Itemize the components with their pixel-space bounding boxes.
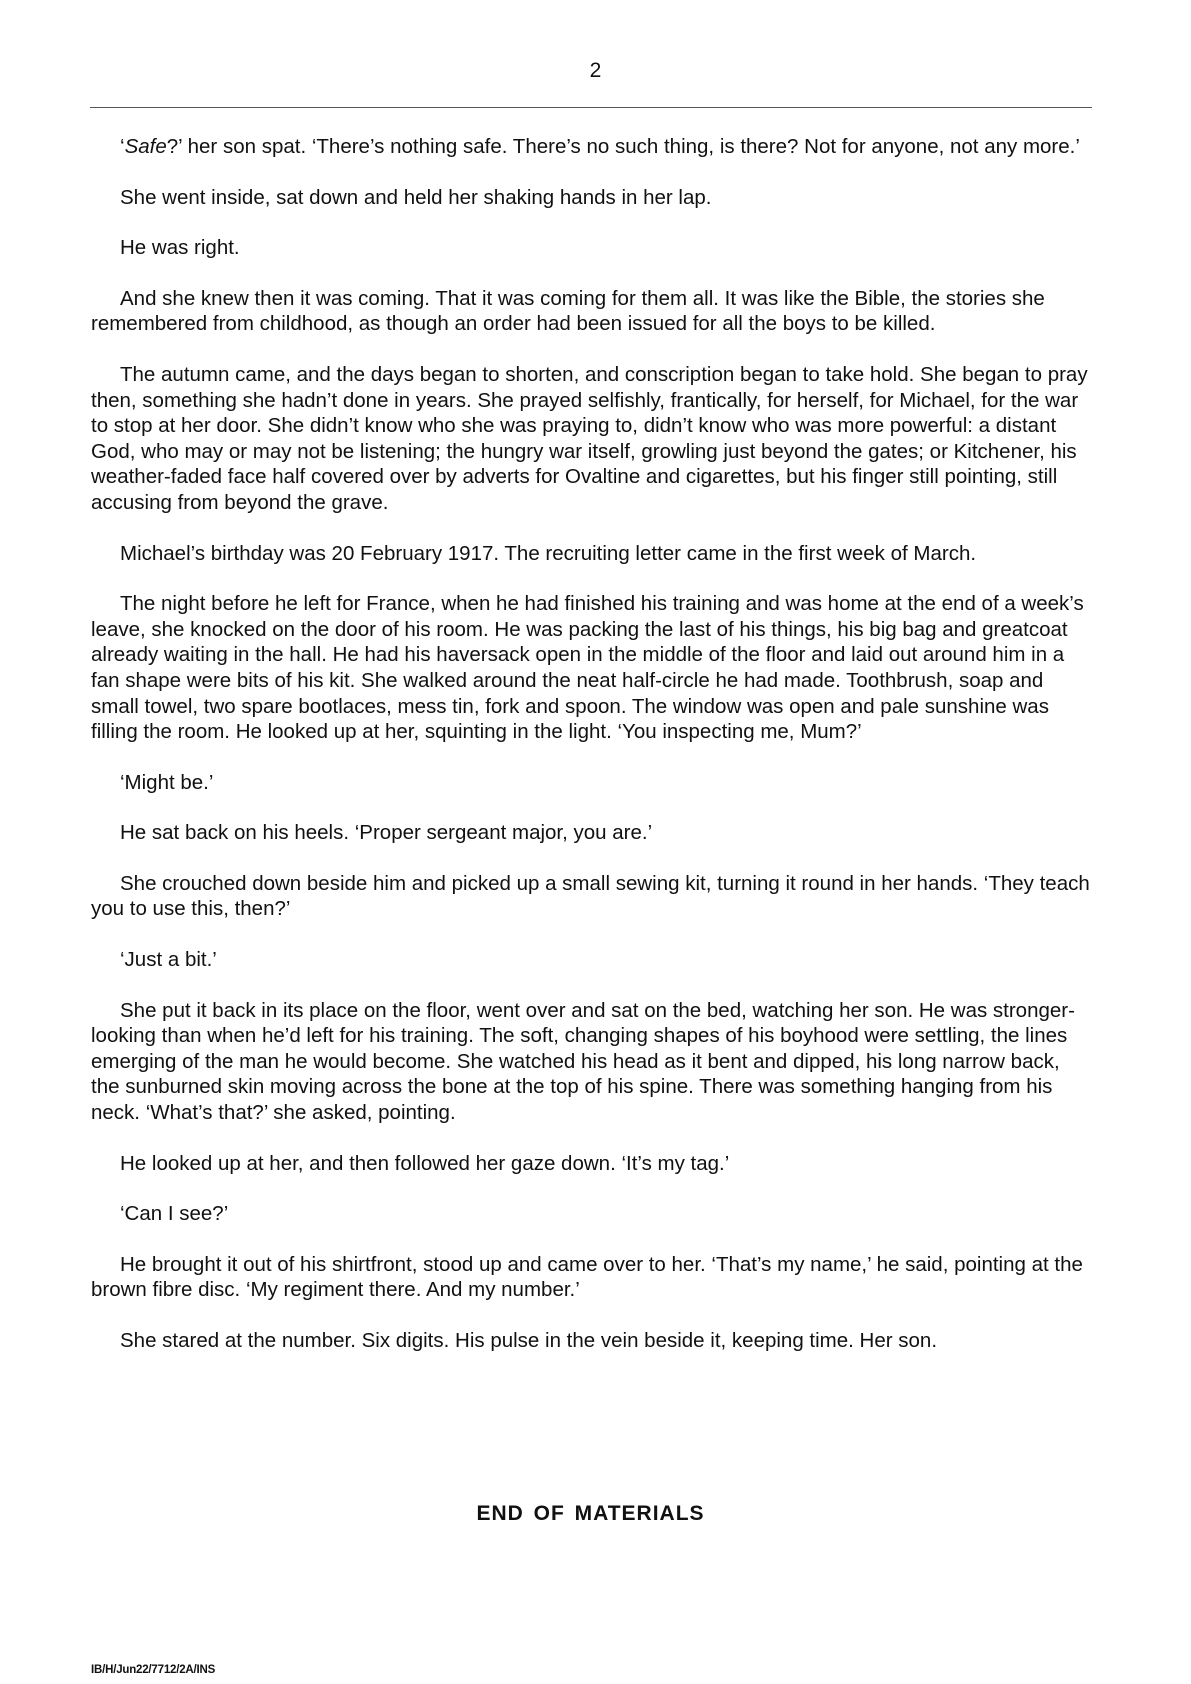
paragraph-1 bbox=[91, 134, 1091, 160]
paragraph-16: She stared at the number. Six digits. His pulse in the vein beside it, keeping time. Her son. bbox=[120, 1329, 938, 1352]
paragraph-8: ‘Might be.’ bbox=[120, 770, 214, 794]
paragraph-text: ?’ her son spat. ‘There’s nothing safe. There’s no such thing, is there? Not for anyone, not any more.’ bbox=[166, 135, 1080, 158]
footer-code: IB/H/Jun22/7712/2A/INS bbox=[91, 1664, 216, 1676]
page-number: 2 bbox=[589, 59, 602, 82]
paragraph-9: He sat back on his heels. ‘Proper sergeant major, you are.’ bbox=[120, 821, 653, 845]
paragraph-11: ‘Just a bit.’ bbox=[120, 948, 217, 972]
paragraph-5: The autumn came, and the days began to shorten, and conscription began to take hold. She began to pray then, something she hadn’t done in years. She prayed selfishly, frantically, for herself, for Michael, for the war to stop at her door. She didn’t know who she was praying to, didn’t know who was more powerful: a distant God, who may or may not be listening; the hungry war itself, growling just beyond the gates; or Kitchener, his weather-faded face half covered over by adverts for Ovaltine and cigarettes, but his finger still pointing, still accusing from beyond the grave. bbox=[91, 362, 1088, 514]
paragraph-10: She crouched down beside him and picked up a small sewing kit, turning it round in her hands. ‘They teach you to use this, then?’ bbox=[91, 871, 1090, 921]
paragraph-3: He was right. bbox=[120, 236, 240, 260]
italic-word: Safe bbox=[124, 135, 167, 158]
paragraph-12: She put it back in its place on the floor, went over and sat on the bed, watching her son. He was stronger-looking than when he’d left for his training. The soft, changing shapes of his boyhood were settling, the lines emerging of the man he would become. She watched his head as it bent and dipped, his long narrow back, the sunburned skin moving across the bone at the top of his spine. There was something hanging from his neck. ‘What’s that?’ she asked, pointing. bbox=[91, 998, 1075, 1125]
paragraph-14: ‘Can I see?’ bbox=[120, 1202, 229, 1226]
extract-text bbox=[91, 134, 1091, 1379]
paragraph-13: He looked up at her, and then followed her gaze down. ‘It’s my tag.’ bbox=[120, 1151, 730, 1175]
paragraph-2: She went inside, sat down and held her shaking hands in her lap. bbox=[120, 185, 712, 209]
paragraph-4: And she knew then it was coming. That it was coming for them all. It was like the Bible, the stories she remembered from childhood, as though an order had been issued for all the boys to be killed. bbox=[91, 286, 1045, 336]
paragraph-6: Michael’s birthday was 20 February 1917. The recruiting letter came in the first week of March. bbox=[120, 541, 977, 565]
paragraph-15: He brought it out of his shirtfront, stood up and came over to her. ‘That’s my name,’ he said, pointing at the brown fibre disc. ‘My regiment there. And my number.’ bbox=[91, 1252, 1083, 1302]
header-rule bbox=[90, 107, 1092, 108]
open-quote: ‘ bbox=[120, 135, 125, 158]
end-of-materials: END OF MATERIALS bbox=[476, 1502, 705, 1525]
paragraph-7: The night before he left for France, when he had finished his training and was home at the end of a week’s leave, she knocked on the door of his room. He was packing the last of his things, his big bag and greatcoat already waiting in the hall. He had his haversack open in the middle of the floor and laid out around him in a fan shape were bits of his kit. She walked around the neat half-circle he had made. Toothbrush, soap and small towel, two spare bootlaces, mess tin, fork and spoon. The window was open and pale sunshine was filling the room. He looked up at her, squinting in the light. ‘You inspecting me, Mum?’ bbox=[91, 592, 1084, 744]
